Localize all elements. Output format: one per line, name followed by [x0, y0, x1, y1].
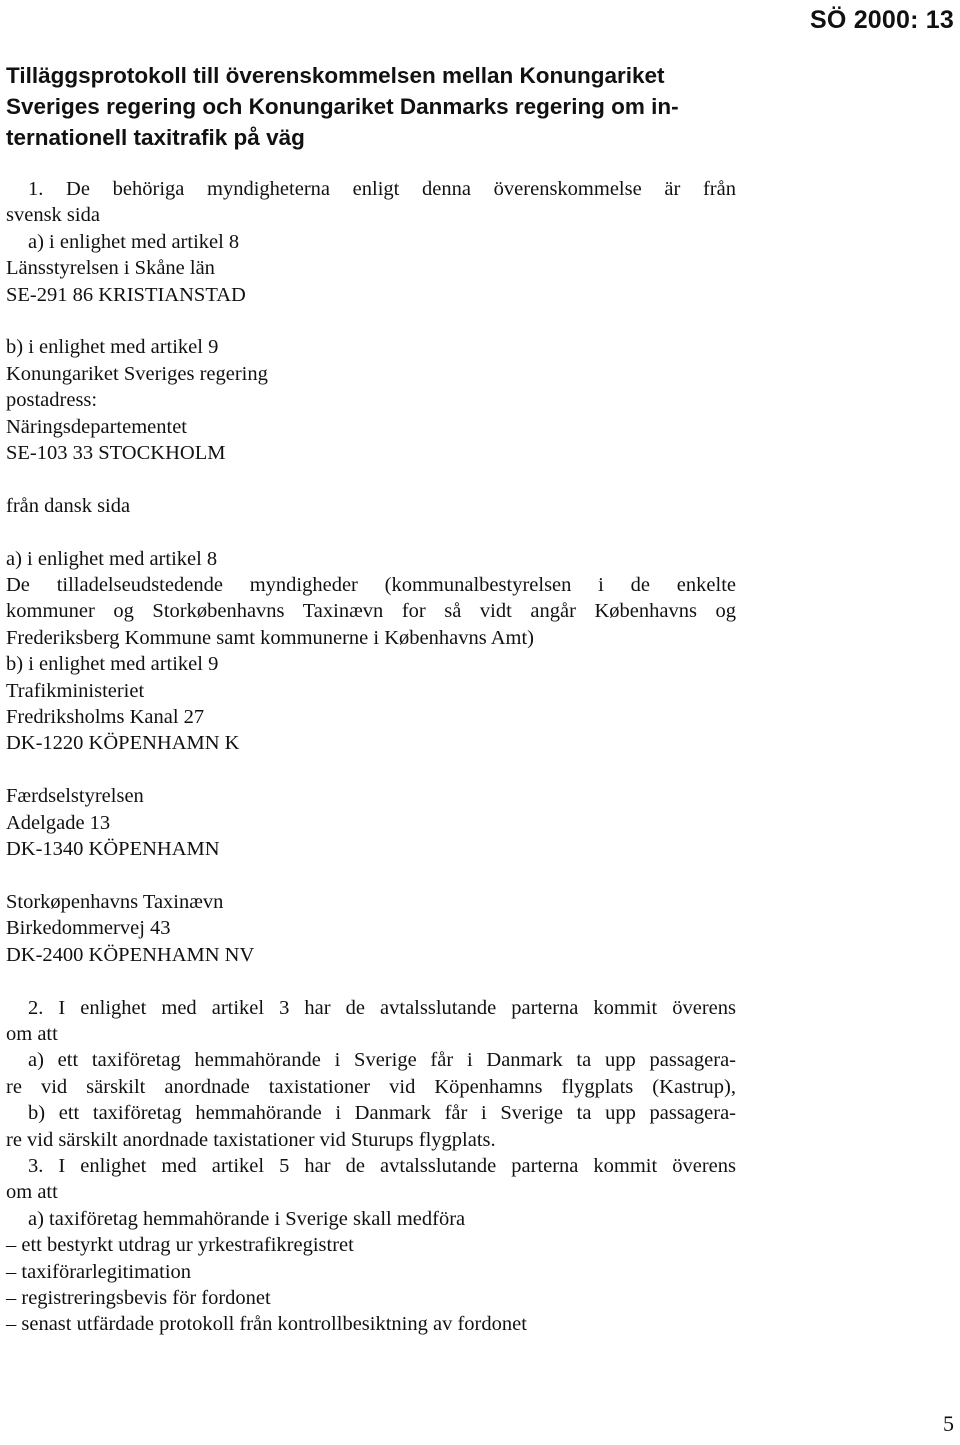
swedish-authority-a-name: Länsstyrelsen i Skåne län	[6, 257, 215, 280]
danish-authority-c-name: Færdselstyrelsen	[6, 785, 144, 808]
swedish-authority-b-heading: b) i enlighet med artikel 9	[6, 336, 219, 359]
danish-authority-d-name: Storkøpenhavns Taxinævn	[6, 890, 224, 913]
swedish-authority-b-postal-label: postadress:	[6, 389, 98, 412]
paragraph-2-item-b-line: re vid särskilt anordnade taxistationer vid Sturups flygplats.	[6, 1128, 496, 1151]
paragraph-2-item-b-line: b) ett taxiföretag hemmahörande i Danmark får i Sverige ta upp passagera-	[28, 1102, 736, 1125]
swedish-authority-a-address: SE-291 86 KRISTIANSTAD	[6, 283, 246, 306]
document-list-item: – senast utfärdade protokoll från kontrollbesiktning av fordonet	[6, 1313, 527, 1336]
paragraph-1-line: svensk sida	[6, 204, 100, 227]
page-number: 5	[943, 1411, 954, 1436]
title-line: Tilläggsprotokoll till överenskommelsen mellan Konungariket	[6, 63, 665, 88]
danish-authority-a-line: Frederiksberg Kommune samt kommunerne i Københavns Amt)	[6, 626, 534, 649]
danish-authority-a-line: De tilladelseudstedende myndigheder (kommunalbestyrelsen i de enkelte	[6, 574, 736, 597]
blank-line	[6, 466, 736, 492]
blank-line	[6, 519, 736, 545]
danish-authority-b-city: DK-1220 KÖPENHAMN K	[6, 732, 240, 755]
danish-authority-d-city: DK-2400 KÖPENHAMN NV	[6, 943, 255, 966]
danish-authority-c-street: Adelgade 13	[6, 811, 111, 834]
paragraph-1-line: 1. De behöriga myndigheterna enligt denna överenskommelse är från	[28, 178, 736, 200]
paragraph-3-line: 3. I enlighet med artikel 5 har de avtalsslutande parterna kommit överens	[28, 1154, 736, 1177]
paragraph-3-item-a-line: a) taxiföretag hemmahörande i Sverige skall medföra	[28, 1207, 466, 1230]
paragraph-2-item-a-line: a) ett taxiföretag hemmahörande i Sverige får i Danmark ta upp passagera-	[28, 1049, 736, 1072]
document-reference: SÖ 2000: 13	[810, 6, 954, 34]
paragraph-2-line: 2. I enlighet med artikel 3 har de avtalsslutande parterna kommit överens	[28, 996, 736, 1019]
paragraph-3-line: om att	[6, 1181, 58, 1204]
danish-side-heading: från dansk sida	[6, 494, 131, 517]
danish-authority-a-line: kommuner og Storkøbenhavns Taxinævn for så vidt angår Københavns og	[6, 600, 736, 623]
document-list-item: – taxiförarlegitimation	[6, 1260, 192, 1283]
title-line: ternationell taxitrafik på väg	[6, 125, 305, 150]
danish-authority-a-heading: a) i enlighet med artikel 8	[6, 547, 218, 570]
title-line: Sveriges regering och Konungariket Danmarks regering om in-	[6, 94, 679, 119]
document-title	[6, 60, 736, 153]
danish-authority-b-street: Fredriksholms Kanal 27	[6, 706, 205, 729]
document-list-item: – ett bestyrkt utdrag ur yrkestrafikregistret	[6, 1234, 354, 1257]
swedish-authority-a-heading: a) i enlighet med artikel 8	[28, 230, 240, 253]
danish-authority-d-street: Birkedommervej 43	[6, 917, 171, 940]
danish-authority-b-name: Trafikministeriet	[6, 679, 145, 702]
danish-authority-c-city: DK-1340 KÖPENHAMN	[6, 838, 220, 861]
paragraph-2-item-a-line: re vid särskilt anordnade taxistationer vid Köpenhamns flygplats (Kastrup),	[6, 1075, 736, 1098]
document-body	[6, 176, 736, 1338]
blank-line	[6, 757, 736, 783]
swedish-authority-b-name: Konungariket Sveriges regering	[6, 362, 268, 385]
swedish-authority-b-address: SE-103 33 STOCKHOLM	[6, 442, 226, 465]
danish-authority-b-heading: b) i enlighet med artikel 9	[6, 653, 219, 676]
blank-line	[6, 863, 736, 889]
document-list-item: – registreringsbevis för fordonet	[6, 1286, 271, 1309]
paragraph-2-line: om att	[6, 1022, 58, 1045]
blank-line	[6, 968, 736, 994]
swedish-authority-b-department: Näringsdepartementet	[6, 415, 188, 438]
blank-line	[6, 308, 736, 334]
